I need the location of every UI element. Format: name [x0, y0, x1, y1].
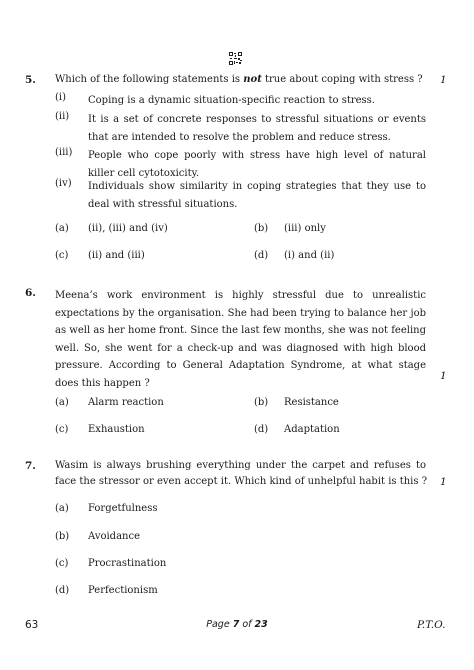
- page-current: 7: [232, 619, 240, 630]
- statement-text: People who cope poorly with stress have high level of natural killer cell cytotoxicity.: [88, 150, 426, 179]
- option-text: Forgetfulness: [88, 503, 158, 514]
- option-text: (i) and (ii): [284, 250, 335, 261]
- question-text-line-1: Wasim is always brushing everything under the carpet and refuses to: [55, 460, 426, 471]
- option-text: Procrastination: [88, 558, 167, 569]
- marks: 1: [440, 476, 447, 488]
- option-label: (b): [55, 531, 70, 542]
- question-number: 6.: [25, 287, 36, 299]
- option-text: (ii), (iii) and (iv): [88, 223, 168, 234]
- statement-text: It is a set of concrete responses to stressful situations or events that are intended to resolve the problem and reduce stress.: [88, 114, 426, 143]
- question-number: 5.: [25, 74, 36, 86]
- option-text: Adaptation: [284, 424, 340, 435]
- pto-label: P.T.O.: [417, 619, 446, 631]
- option-text: Exhaustion: [88, 424, 145, 435]
- option-label: (a): [55, 503, 69, 514]
- statement-text: Coping is a dynamic situation-specific reaction to stress.: [88, 95, 375, 106]
- option-label: (d): [254, 250, 269, 261]
- option-text: Perfectionism: [88, 585, 158, 596]
- question-number: 7.: [25, 460, 36, 472]
- statement-text: Individuals show similarity in coping strategies that they use to deal with stressful situations.: [88, 181, 426, 210]
- marks: 1: [440, 370, 447, 382]
- option-label: (a): [55, 397, 69, 408]
- option-label: (a): [55, 223, 69, 234]
- marks: 1: [440, 74, 447, 86]
- option-label: (c): [55, 250, 69, 261]
- statement-label: (iv): [55, 178, 72, 189]
- option-text: (iii) only: [284, 223, 326, 234]
- option-label: (d): [55, 585, 70, 596]
- option-label: (d): [254, 424, 269, 435]
- statement-label: (i): [55, 92, 67, 103]
- option-text: Avoidance: [88, 531, 141, 542]
- question-text: Meena’s work environment is highly stressful due to unrealistic expectations by the organisation. She had been trying to balance her job as well as her home front. Since the last few months, she was not feeling well. So, she went for a check-up and was diagnosed with high blood pressure. According to General Adaptation Syndrome, at what stage does this happen ?: [55, 290, 426, 389]
- option-label: (b): [254, 397, 269, 408]
- question-stem: Which of the following statements is not true about coping with stress ?: [55, 74, 423, 85]
- emphasis-not: not: [243, 74, 262, 85]
- option-text: (ii) and (iii): [88, 250, 145, 261]
- option-text: Alarm reaction: [88, 397, 164, 408]
- paper-code: 63: [25, 619, 39, 631]
- option-label: (c): [55, 558, 69, 569]
- page-indicator: Page 7 of 23: [206, 619, 268, 630]
- page-total: 23: [254, 619, 268, 630]
- statement-label: (ii): [55, 111, 70, 122]
- qr-code-icon: [229, 52, 242, 65]
- option-label: (b): [254, 223, 269, 234]
- statement-label: (iii): [55, 147, 73, 158]
- question-text-line-2: face the stressor or even accept it. Which kind of unhelpful habit is this ?: [55, 476, 428, 487]
- option-text: Resistance: [284, 397, 339, 408]
- option-label: (c): [55, 424, 69, 435]
